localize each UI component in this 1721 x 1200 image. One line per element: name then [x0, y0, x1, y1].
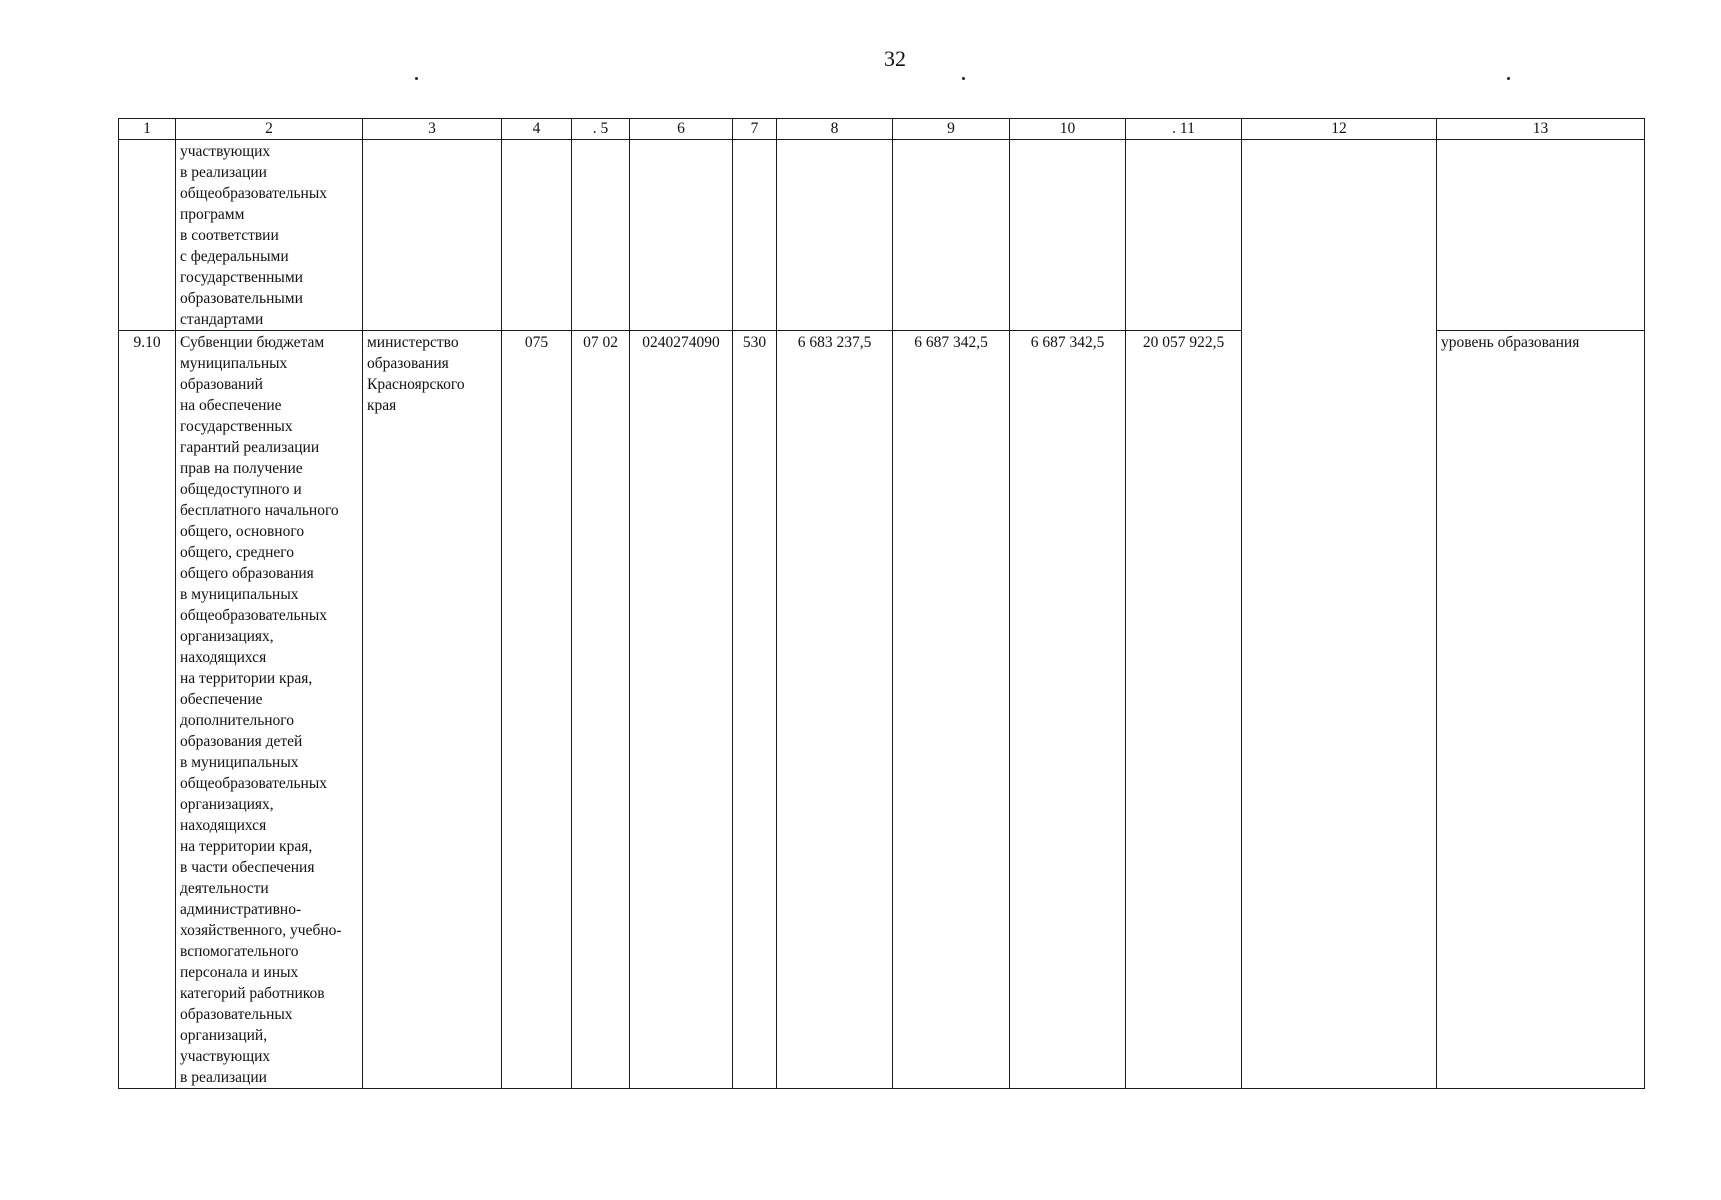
- table-cell: [1010, 140, 1126, 331]
- header-cell-13: 13: [1437, 119, 1645, 140]
- header-cell-12: 12: [1242, 119, 1437, 140]
- table-cell: [733, 140, 777, 331]
- header-cell-9: 9: [893, 119, 1010, 140]
- header-cell-3: 3: [363, 119, 502, 140]
- header-cell-10: 10: [1010, 119, 1126, 140]
- scan-speck: [1507, 77, 1510, 80]
- table-cell: [630, 140, 733, 331]
- table-header-row: [119, 119, 1645, 140]
- header-cell-8: 8: [777, 119, 893, 140]
- header-cell-4: 4: [502, 119, 572, 140]
- header-cell-11: . 11: [1126, 119, 1242, 140]
- page-number: 32: [884, 46, 906, 71]
- table-cell: [777, 140, 893, 331]
- amount-cell-9: 6 687 342,5: [893, 331, 1010, 1089]
- table-cell: [893, 140, 1010, 331]
- col12-merged-cell: [1242, 140, 1437, 1089]
- amount-cell-10: 6 687 342,5: [1010, 331, 1126, 1089]
- table-cell: [502, 140, 572, 331]
- amount-cell-8: 6 683 237,5: [777, 331, 893, 1089]
- table-cell: [363, 140, 502, 331]
- description-cell: Субвенции бюджетам муниципальных образований на обеспечение государственных гарантий реализации прав на получение общедоступного и бесплатного начального общего, основного общего, среднего общего образования в муниципальных общеобразовательных организациях, находящихся на территории края, обеспечение дополнительного образования детей в муниципальных общеобразовательных организациях, находящихся на территории края, в части обеспечения деятельности административно- хозяйственного, учебно- вспомогательного персонала и иных категорий работников образовательных организаций, участвующих в реализации: [176, 331, 363, 1089]
- table-row-continuation: [119, 140, 1645, 331]
- section-code-cell: 07 02: [572, 331, 630, 1089]
- result-cell: уровень образования: [1437, 331, 1645, 1089]
- table-cell: [119, 140, 176, 331]
- total-amount-cell: 20 057 922,5: [1126, 331, 1242, 1089]
- scan-speck: [415, 77, 418, 80]
- expense-type-cell: 530: [733, 331, 777, 1089]
- table-cell: [1437, 140, 1645, 331]
- header-cell-1: 1: [119, 119, 176, 140]
- header-cell-5: . 5: [572, 119, 630, 140]
- header-cell-7: 7: [733, 119, 777, 140]
- administrator-cell: министерство образования Красноярского края: [363, 331, 502, 1089]
- budget-table: [118, 118, 1645, 1089]
- table-cell: [1126, 140, 1242, 331]
- continued-description-cell: участвующих в реализации общеобразовательных программ в соответствии с федеральными государственными образовательными стандартами: [176, 140, 363, 331]
- header-cell-6: 6: [630, 119, 733, 140]
- row-number-cell: 9.10: [119, 331, 176, 1089]
- grbs-code-cell: 075: [502, 331, 572, 1089]
- header-cell-2: 2: [176, 119, 363, 140]
- table-cell: [572, 140, 630, 331]
- scan-speck: [962, 77, 965, 80]
- target-code-cell: 0240274090: [630, 331, 733, 1089]
